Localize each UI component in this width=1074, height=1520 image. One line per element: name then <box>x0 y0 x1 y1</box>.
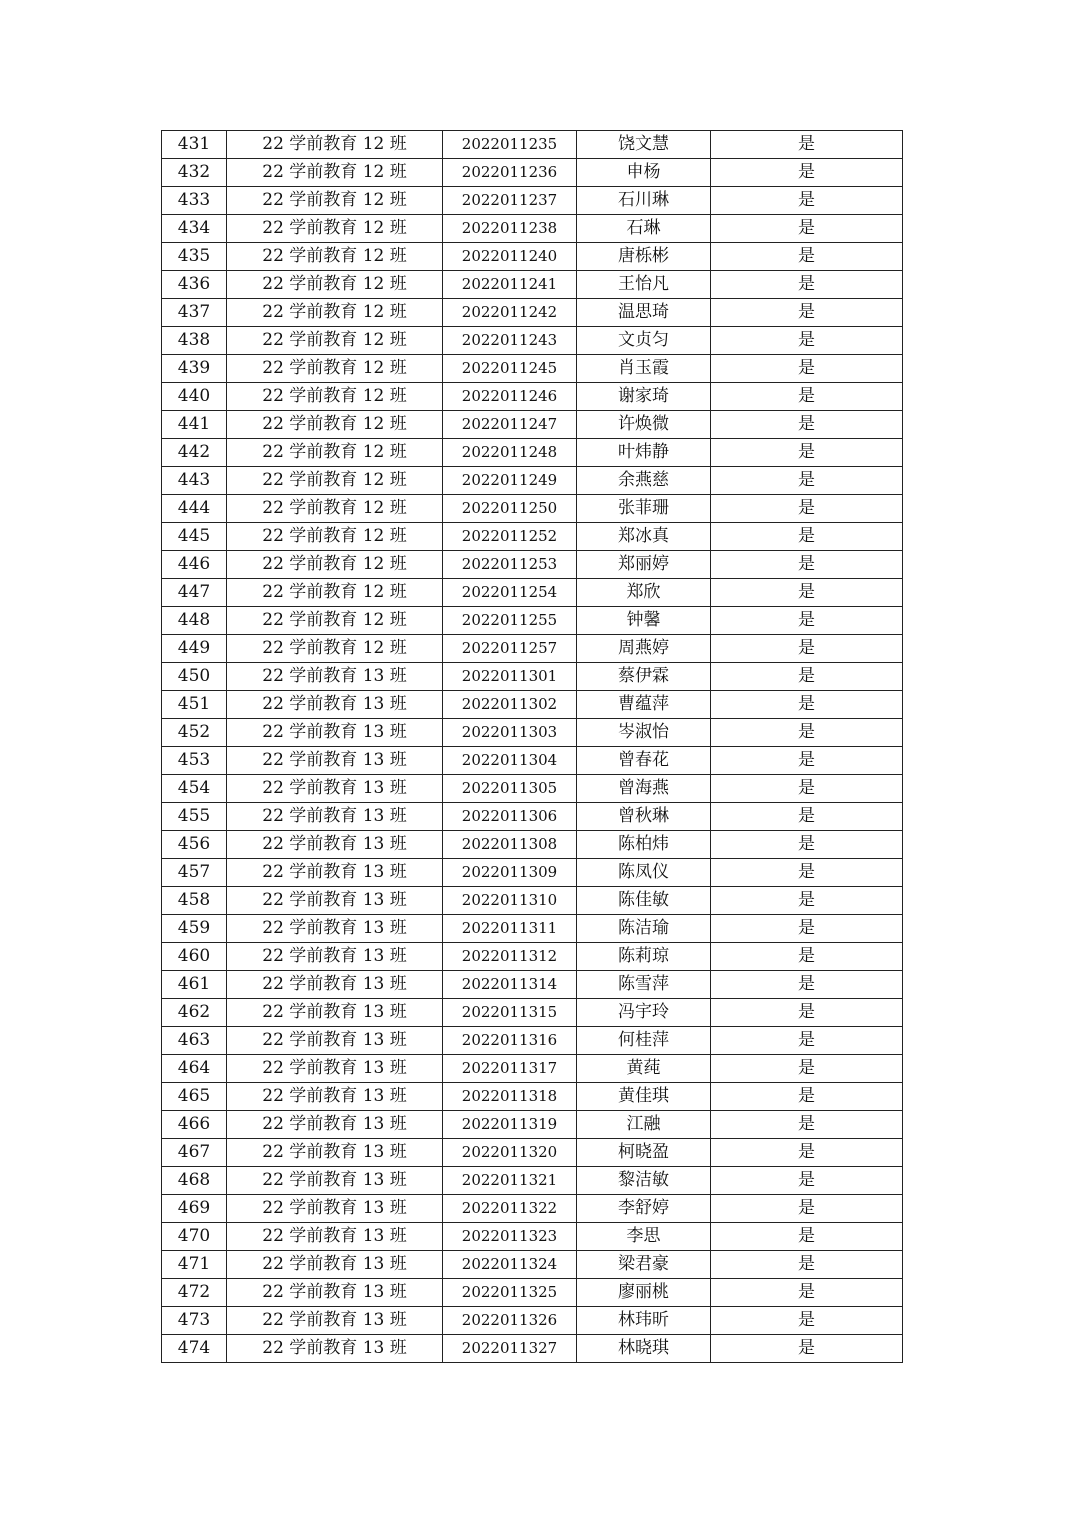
row-number-cell: 459 <box>162 915 227 943</box>
row-number-cell: 444 <box>162 495 227 523</box>
table-row <box>162 1167 903 1195</box>
table-row <box>162 1195 903 1223</box>
class-name-cell: 22 学前教育 12 班 <box>227 215 443 243</box>
class-name-cell: 22 学前教育 13 班 <box>227 1223 443 1251</box>
row-number-cell: 448 <box>162 607 227 635</box>
table-row <box>162 355 903 383</box>
student-name-cell: 李思 <box>577 1223 711 1251</box>
table-row <box>162 215 903 243</box>
table-row <box>162 1055 903 1083</box>
table-row <box>162 159 903 187</box>
table-row <box>162 327 903 355</box>
student-name-cell: 文贞匀 <box>577 327 711 355</box>
status-cell: 是 <box>711 523 903 551</box>
row-number-cell: 461 <box>162 971 227 999</box>
student-id-cell: 2022011255 <box>443 607 577 635</box>
table-row <box>162 803 903 831</box>
class-name-cell: 22 学前教育 12 班 <box>227 551 443 579</box>
row-number-cell: 472 <box>162 1279 227 1307</box>
roster-body <box>162 131 903 1363</box>
table-row <box>162 943 903 971</box>
row-number-cell: 471 <box>162 1251 227 1279</box>
table-row <box>162 775 903 803</box>
class-name-cell: 22 学前教育 12 班 <box>227 131 443 159</box>
student-id-cell: 2022011314 <box>443 971 577 999</box>
row-number-cell: 441 <box>162 411 227 439</box>
student-id-cell: 2022011320 <box>443 1139 577 1167</box>
status-cell: 是 <box>711 747 903 775</box>
student-name-cell: 黄佳琪 <box>577 1083 711 1111</box>
student-name-cell: 陈凤仪 <box>577 859 711 887</box>
status-cell: 是 <box>711 691 903 719</box>
student-name-cell: 曾春花 <box>577 747 711 775</box>
student-name-cell: 王怡凡 <box>577 271 711 299</box>
table-row <box>162 1027 903 1055</box>
row-number-cell: 464 <box>162 1055 227 1083</box>
row-number-cell: 467 <box>162 1139 227 1167</box>
class-name-cell: 22 学前教育 13 班 <box>227 971 443 999</box>
status-cell: 是 <box>711 971 903 999</box>
class-name-cell: 22 学前教育 13 班 <box>227 719 443 747</box>
student-id-cell: 2022011316 <box>443 1027 577 1055</box>
status-cell: 是 <box>711 159 903 187</box>
table-row <box>162 1223 903 1251</box>
table-row <box>162 1279 903 1307</box>
student-name-cell: 李舒婷 <box>577 1195 711 1223</box>
table-row <box>162 663 903 691</box>
table-row <box>162 551 903 579</box>
class-name-cell: 22 学前教育 13 班 <box>227 747 443 775</box>
row-number-cell: 439 <box>162 355 227 383</box>
table-row <box>162 635 903 663</box>
status-cell: 是 <box>711 1111 903 1139</box>
table-row <box>162 607 903 635</box>
table-row <box>162 971 903 999</box>
student-name-cell: 黎洁敏 <box>577 1167 711 1195</box>
class-name-cell: 22 学前教育 12 班 <box>227 635 443 663</box>
row-number-cell: 468 <box>162 1167 227 1195</box>
class-name-cell: 22 学前教育 12 班 <box>227 383 443 411</box>
row-number-cell: 443 <box>162 467 227 495</box>
row-number-cell: 465 <box>162 1083 227 1111</box>
status-cell: 是 <box>711 719 903 747</box>
table-row <box>162 831 903 859</box>
status-cell: 是 <box>711 915 903 943</box>
student-name-cell: 申杨 <box>577 159 711 187</box>
table-row <box>162 747 903 775</box>
student-id-cell: 2022011319 <box>443 1111 577 1139</box>
status-cell: 是 <box>711 131 903 159</box>
student-id-cell: 2022011310 <box>443 887 577 915</box>
student-name-cell: 郑冰真 <box>577 523 711 551</box>
student-name-cell: 廖丽桃 <box>577 1279 711 1307</box>
status-cell: 是 <box>711 411 903 439</box>
row-number-cell: 442 <box>162 439 227 467</box>
student-id-cell: 2022011322 <box>443 1195 577 1223</box>
student-name-cell: 梁君豪 <box>577 1251 711 1279</box>
class-name-cell: 22 学前教育 13 班 <box>227 915 443 943</box>
student-name-cell: 周燕婷 <box>577 635 711 663</box>
row-number-cell: 458 <box>162 887 227 915</box>
row-number-cell: 474 <box>162 1335 227 1363</box>
row-number-cell: 469 <box>162 1195 227 1223</box>
row-number-cell: 463 <box>162 1027 227 1055</box>
row-number-cell: 450 <box>162 663 227 691</box>
status-cell: 是 <box>711 495 903 523</box>
status-cell: 是 <box>711 383 903 411</box>
class-name-cell: 22 学前教育 12 班 <box>227 411 443 439</box>
student-id-cell: 2022011317 <box>443 1055 577 1083</box>
class-name-cell: 22 学前教育 13 班 <box>227 1307 443 1335</box>
student-id-cell: 2022011312 <box>443 943 577 971</box>
class-name-cell: 22 学前教育 12 班 <box>227 439 443 467</box>
status-cell: 是 <box>711 187 903 215</box>
class-name-cell: 22 学前教育 12 班 <box>227 495 443 523</box>
class-name-cell: 22 学前教育 13 班 <box>227 1027 443 1055</box>
row-number-cell: 457 <box>162 859 227 887</box>
student-id-cell: 2022011240 <box>443 243 577 271</box>
row-number-cell: 460 <box>162 943 227 971</box>
status-cell: 是 <box>711 663 903 691</box>
student-id-cell: 2022011236 <box>443 159 577 187</box>
row-number-cell: 437 <box>162 299 227 327</box>
table-row <box>162 439 903 467</box>
student-name-cell: 陈雪萍 <box>577 971 711 999</box>
row-number-cell: 451 <box>162 691 227 719</box>
student-id-cell: 2022011323 <box>443 1223 577 1251</box>
status-cell: 是 <box>711 1167 903 1195</box>
table-row <box>162 299 903 327</box>
table-row <box>162 859 903 887</box>
status-cell: 是 <box>711 943 903 971</box>
row-number-cell: 473 <box>162 1307 227 1335</box>
class-name-cell: 22 学前教育 13 班 <box>227 831 443 859</box>
status-cell: 是 <box>711 1279 903 1307</box>
status-cell: 是 <box>711 607 903 635</box>
row-number-cell: 432 <box>162 159 227 187</box>
table-row <box>162 691 903 719</box>
student-id-cell: 2022011243 <box>443 327 577 355</box>
class-name-cell: 22 学前教育 12 班 <box>227 523 443 551</box>
student-id-cell: 2022011238 <box>443 215 577 243</box>
status-cell: 是 <box>711 551 903 579</box>
status-cell: 是 <box>711 803 903 831</box>
row-number-cell: 434 <box>162 215 227 243</box>
row-number-cell: 456 <box>162 831 227 859</box>
student-id-cell: 2022011237 <box>443 187 577 215</box>
student-id-cell: 2022011253 <box>443 551 577 579</box>
status-cell: 是 <box>711 859 903 887</box>
student-name-cell: 肖玉霞 <box>577 355 711 383</box>
class-name-cell: 22 学前教育 13 班 <box>227 1139 443 1167</box>
class-name-cell: 22 学前教育 13 班 <box>227 691 443 719</box>
student-name-cell: 曾海燕 <box>577 775 711 803</box>
status-cell: 是 <box>711 1083 903 1111</box>
row-number-cell: 462 <box>162 999 227 1027</box>
class-name-cell: 22 学前教育 13 班 <box>227 775 443 803</box>
student-id-cell: 2022011247 <box>443 411 577 439</box>
status-cell: 是 <box>711 271 903 299</box>
row-number-cell: 447 <box>162 579 227 607</box>
student-name-cell: 叶炜静 <box>577 439 711 467</box>
student-name-cell: 何桂萍 <box>577 1027 711 1055</box>
student-name-cell: 岑淑怡 <box>577 719 711 747</box>
student-name-cell: 曹蕴萍 <box>577 691 711 719</box>
student-id-cell: 2022011241 <box>443 271 577 299</box>
status-cell: 是 <box>711 775 903 803</box>
student-id-cell: 2022011315 <box>443 999 577 1027</box>
student-roster-table <box>161 130 903 1363</box>
status-cell: 是 <box>711 887 903 915</box>
student-id-cell: 2022011321 <box>443 1167 577 1195</box>
class-name-cell: 22 学前教育 12 班 <box>227 607 443 635</box>
class-name-cell: 22 学前教育 13 班 <box>227 1055 443 1083</box>
student-name-cell: 谢家琦 <box>577 383 711 411</box>
status-cell: 是 <box>711 439 903 467</box>
table-row <box>162 523 903 551</box>
student-name-cell: 林玮昕 <box>577 1307 711 1335</box>
student-id-cell: 2022011327 <box>443 1335 577 1363</box>
student-name-cell: 黄莼 <box>577 1055 711 1083</box>
class-name-cell: 22 学前教育 13 班 <box>227 943 443 971</box>
student-id-cell: 2022011318 <box>443 1083 577 1111</box>
student-name-cell: 江融 <box>577 1111 711 1139</box>
class-name-cell: 22 学前教育 13 班 <box>227 1195 443 1223</box>
class-name-cell: 22 学前教育 12 班 <box>227 327 443 355</box>
table-row <box>162 1307 903 1335</box>
table-row <box>162 187 903 215</box>
row-number-cell: 436 <box>162 271 227 299</box>
status-cell: 是 <box>711 1307 903 1335</box>
status-cell: 是 <box>711 1055 903 1083</box>
student-id-cell: 2022011235 <box>443 131 577 159</box>
status-cell: 是 <box>711 1223 903 1251</box>
table-row <box>162 719 903 747</box>
class-name-cell: 22 学前教育 12 班 <box>227 271 443 299</box>
student-name-cell: 陈柏炜 <box>577 831 711 859</box>
table-row <box>162 495 903 523</box>
row-number-cell: 449 <box>162 635 227 663</box>
student-name-cell: 钟馨 <box>577 607 711 635</box>
student-id-cell: 2022011304 <box>443 747 577 775</box>
class-name-cell: 22 学前教育 13 班 <box>227 1083 443 1111</box>
table-row <box>162 999 903 1027</box>
student-id-cell: 2022011250 <box>443 495 577 523</box>
student-id-cell: 2022011303 <box>443 719 577 747</box>
table-row <box>162 579 903 607</box>
student-name-cell: 张菲珊 <box>577 495 711 523</box>
row-number-cell: 440 <box>162 383 227 411</box>
table-row <box>162 1083 903 1111</box>
status-cell: 是 <box>711 999 903 1027</box>
row-number-cell: 466 <box>162 1111 227 1139</box>
class-name-cell: 22 学前教育 12 班 <box>227 243 443 271</box>
class-name-cell: 22 学前教育 13 班 <box>227 1111 443 1139</box>
status-cell: 是 <box>711 1027 903 1055</box>
row-number-cell: 435 <box>162 243 227 271</box>
class-name-cell: 22 学前教育 13 班 <box>227 859 443 887</box>
student-id-cell: 2022011242 <box>443 299 577 327</box>
student-id-cell: 2022011326 <box>443 1307 577 1335</box>
student-id-cell: 2022011325 <box>443 1279 577 1307</box>
status-cell: 是 <box>711 1195 903 1223</box>
class-name-cell: 22 学前教育 13 班 <box>227 663 443 691</box>
student-name-cell: 陈洁瑜 <box>577 915 711 943</box>
row-number-cell: 455 <box>162 803 227 831</box>
student-id-cell: 2022011245 <box>443 355 577 383</box>
student-name-cell: 饶文慧 <box>577 131 711 159</box>
class-name-cell: 22 学前教育 13 班 <box>227 999 443 1027</box>
student-id-cell: 2022011309 <box>443 859 577 887</box>
class-name-cell: 22 学前教育 12 班 <box>227 299 443 327</box>
table-row <box>162 1335 903 1363</box>
student-name-cell: 柯晓盈 <box>577 1139 711 1167</box>
student-id-cell: 2022011301 <box>443 663 577 691</box>
student-name-cell: 唐栎彬 <box>577 243 711 271</box>
student-id-cell: 2022011308 <box>443 831 577 859</box>
student-id-cell: 2022011257 <box>443 635 577 663</box>
class-name-cell: 22 学前教育 12 班 <box>227 159 443 187</box>
student-id-cell: 2022011324 <box>443 1251 577 1279</box>
student-name-cell: 石川琳 <box>577 187 711 215</box>
row-number-cell: 445 <box>162 523 227 551</box>
student-name-cell: 余燕慈 <box>577 467 711 495</box>
status-cell: 是 <box>711 635 903 663</box>
row-number-cell: 470 <box>162 1223 227 1251</box>
student-id-cell: 2022011254 <box>443 579 577 607</box>
status-cell: 是 <box>711 1335 903 1363</box>
student-name-cell: 蔡伊霖 <box>577 663 711 691</box>
student-name-cell: 林晓琪 <box>577 1335 711 1363</box>
table-row <box>162 271 903 299</box>
class-name-cell: 22 学前教育 12 班 <box>227 467 443 495</box>
table-row <box>162 467 903 495</box>
class-name-cell: 22 学前教育 13 班 <box>227 1251 443 1279</box>
status-cell: 是 <box>711 299 903 327</box>
status-cell: 是 <box>711 327 903 355</box>
student-id-cell: 2022011248 <box>443 439 577 467</box>
class-name-cell: 22 学前教育 12 班 <box>227 355 443 383</box>
status-cell: 是 <box>711 355 903 383</box>
student-id-cell: 2022011305 <box>443 775 577 803</box>
class-name-cell: 22 学前教育 13 班 <box>227 803 443 831</box>
table-row <box>162 383 903 411</box>
status-cell: 是 <box>711 1251 903 1279</box>
student-name-cell: 石琳 <box>577 215 711 243</box>
student-name-cell: 郑欣 <box>577 579 711 607</box>
table-row <box>162 1139 903 1167</box>
student-name-cell: 许焕微 <box>577 411 711 439</box>
table-row <box>162 915 903 943</box>
row-number-cell: 446 <box>162 551 227 579</box>
table-row <box>162 131 903 159</box>
table-row <box>162 1111 903 1139</box>
class-name-cell: 22 学前教育 12 班 <box>227 579 443 607</box>
row-number-cell: 431 <box>162 131 227 159</box>
student-name-cell: 温思琦 <box>577 299 711 327</box>
status-cell: 是 <box>711 1139 903 1167</box>
student-id-cell: 2022011302 <box>443 691 577 719</box>
row-number-cell: 454 <box>162 775 227 803</box>
student-name-cell: 冯宇玲 <box>577 999 711 1027</box>
table-row <box>162 243 903 271</box>
row-number-cell: 438 <box>162 327 227 355</box>
class-name-cell: 22 学前教育 12 班 <box>227 187 443 215</box>
student-id-cell: 2022011311 <box>443 915 577 943</box>
student-id-cell: 2022011249 <box>443 467 577 495</box>
class-name-cell: 22 学前教育 13 班 <box>227 887 443 915</box>
student-id-cell: 2022011246 <box>443 383 577 411</box>
student-id-cell: 2022011306 <box>443 803 577 831</box>
status-cell: 是 <box>711 467 903 495</box>
class-name-cell: 22 学前教育 13 班 <box>227 1167 443 1195</box>
table-row <box>162 411 903 439</box>
status-cell: 是 <box>711 831 903 859</box>
class-name-cell: 22 学前教育 13 班 <box>227 1279 443 1307</box>
student-name-cell: 陈莉琼 <box>577 943 711 971</box>
status-cell: 是 <box>711 243 903 271</box>
status-cell: 是 <box>711 579 903 607</box>
student-name-cell: 郑丽婷 <box>577 551 711 579</box>
class-name-cell: 22 学前教育 13 班 <box>227 1335 443 1363</box>
student-name-cell: 陈佳敏 <box>577 887 711 915</box>
table-row <box>162 887 903 915</box>
row-number-cell: 452 <box>162 719 227 747</box>
table-row <box>162 1251 903 1279</box>
status-cell: 是 <box>711 215 903 243</box>
student-name-cell: 曾秋琳 <box>577 803 711 831</box>
student-id-cell: 2022011252 <box>443 523 577 551</box>
row-number-cell: 433 <box>162 187 227 215</box>
row-number-cell: 453 <box>162 747 227 775</box>
